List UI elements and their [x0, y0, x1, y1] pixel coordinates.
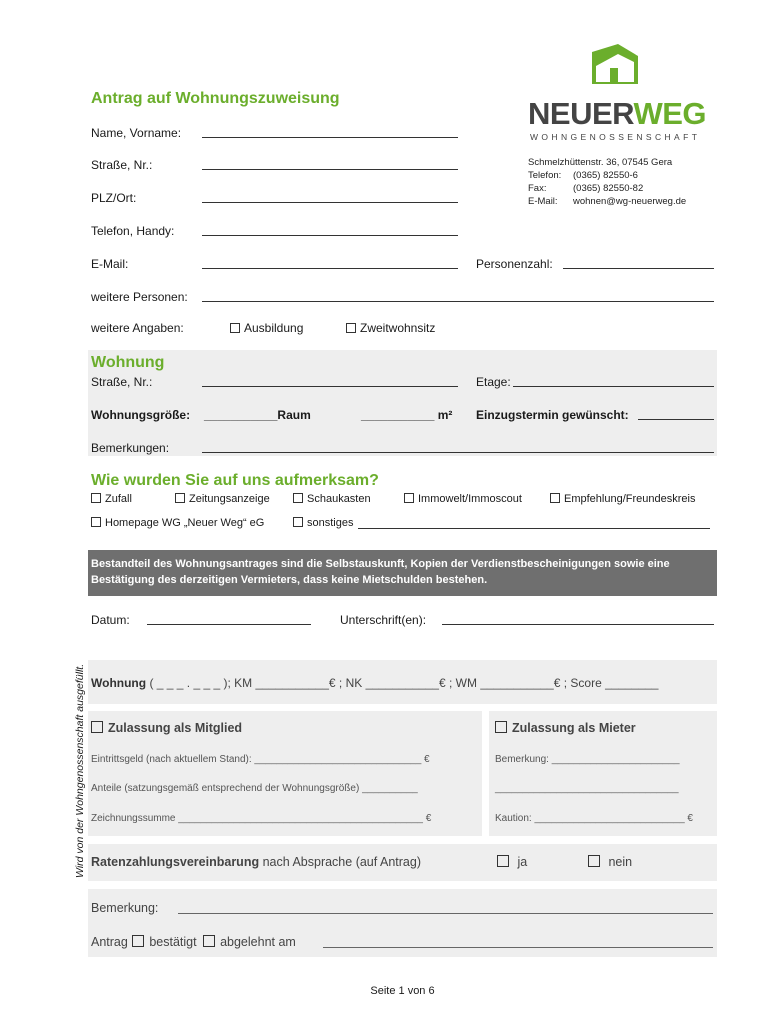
training-label: Ausbildung: [244, 321, 304, 335]
checkbox-icon[interactable]: [91, 493, 101, 503]
checkbox-icon[interactable]: [550, 493, 560, 503]
tenant-title[interactable]: [495, 721, 636, 735]
installment-desc: nach Absprache (auf Antrag): [259, 855, 422, 869]
installment-yes[interactable]: [497, 855, 527, 869]
remarks-label: Bemerkungen:: [91, 441, 170, 455]
installment-no[interactable]: [588, 855, 632, 869]
fax-label: Fax:: [528, 183, 547, 194]
yes-label: ja: [517, 855, 528, 869]
apt-street-label: Straße, Nr.:: [91, 375, 153, 389]
checkbox-icon[interactable]: [175, 493, 185, 503]
street-label: Straße, Nr.:: [91, 158, 153, 172]
sqm-field[interactable]: ___________ m²: [361, 408, 453, 422]
office-remark-label: Bemerkung:: [91, 901, 159, 915]
office-wohnung-label: Wohnung: [91, 676, 147, 690]
more-persons-label: weitere Personen:: [91, 290, 188, 304]
member-title-label: Zulassung als Mitglied: [108, 721, 243, 735]
logo-subtitle: WOHNGENOSSENSCHAFT: [530, 132, 701, 142]
second-home-option[interactable]: [346, 321, 435, 335]
plz-field[interactable]: [202, 202, 458, 203]
referral-title: Wie wurden Sie auf uns aufmerksam?: [91, 472, 379, 489]
ref-opt-showcase[interactable]: [293, 493, 371, 505]
ref-opt-label: Zufall: [105, 493, 132, 505]
signature-label: Unterschrift(en):: [340, 613, 427, 627]
rejected-checkbox-icon[interactable]: [203, 935, 215, 947]
apartment-title: Wohnung: [91, 354, 165, 371]
email-value: wohnen@wg-neuerweg.de: [573, 196, 687, 207]
member-title[interactable]: [91, 721, 242, 735]
checkbox-icon[interactable]: [293, 517, 303, 527]
subscription-field[interactable]: Zeichnungssumme ____________________________________________ €: [91, 813, 432, 824]
plz-label: PLZ/Ort:: [91, 191, 137, 205]
request-label: Antrag: [91, 935, 128, 949]
email-label: E-Mail:: [528, 196, 558, 207]
date-label: Datum:: [91, 613, 130, 627]
checkbox-icon[interactable]: [91, 517, 101, 527]
office-remark-field[interactable]: [178, 913, 713, 914]
logo-word-weg: WEG: [633, 96, 707, 131]
deposit-field[interactable]: Kaution: ___________________________ €: [495, 813, 693, 824]
checkbox-icon[interactable]: [497, 855, 509, 867]
notice-text: Bestandteil des Wohnungsantrages sind die Selbstauskunft, Kopien der Verdienstbescheinigungen sowie eine Bestätigung des derzeitigen Vermieters, dass keine Mietschulden bestehen.: [91, 558, 670, 586]
ref-opt-label: Homepage WG „Neuer Weg“ eG: [105, 517, 265, 529]
page-number: Seite 1 von 6: [370, 985, 435, 997]
company-logo: [528, 40, 708, 145]
remarks-field[interactable]: [202, 452, 714, 453]
email-field-label: E-Mail:: [91, 257, 129, 271]
tenant-title-label: Zulassung als Mieter: [512, 721, 636, 735]
no-label: nein: [608, 855, 633, 869]
checkbox-icon[interactable]: [91, 721, 103, 733]
confirmed-checkbox-icon[interactable]: [132, 935, 144, 947]
floor-label: Etage:: [476, 375, 511, 389]
house-logo-icon: [590, 42, 642, 88]
ref-opt-label: Zeitungsanzeige: [189, 493, 270, 505]
move-in-field[interactable]: [638, 419, 714, 420]
training-option[interactable]: [230, 321, 303, 335]
ref-opt-label: sonstiges: [307, 517, 354, 529]
ref-opt-chance[interactable]: [91, 493, 132, 505]
checkbox-icon[interactable]: [404, 493, 414, 503]
second-home-label: Zweitwohnsitz: [360, 321, 436, 335]
installment-text: [91, 855, 421, 869]
phone-label: Telefon:: [528, 170, 562, 181]
ref-opt-immowelt[interactable]: [404, 493, 522, 505]
apt-street-field[interactable]: [202, 386, 458, 387]
rejected-date-field[interactable]: [323, 947, 713, 948]
tenant-blank-line[interactable]: _________________________________: [495, 783, 679, 794]
ref-opt-other[interactable]: [293, 517, 353, 529]
more-persons-field[interactable]: [202, 301, 714, 302]
tenant-remark-field[interactable]: Bemerkung: _______________________: [495, 754, 680, 765]
signature-field[interactable]: [442, 624, 714, 625]
persons-label: Personenzahl:: [476, 257, 553, 271]
phone-field[interactable]: [202, 235, 458, 236]
ref-opt-newspaper[interactable]: [175, 493, 270, 505]
form-title: Antrag auf Wohnungszuweisung: [91, 90, 340, 107]
checkbox-icon[interactable]: [346, 323, 356, 333]
contact-block: [528, 156, 686, 208]
date-field[interactable]: [147, 624, 311, 625]
persons-field[interactable]: [563, 268, 714, 269]
phone-field-label: Telefon, Handy:: [91, 224, 175, 238]
ref-opt-label: Immowelt/Immoscout: [418, 493, 522, 505]
confirmed-label: bestätigt: [149, 935, 197, 949]
shares-field[interactable]: Anteile (satzungsgemäß entsprechend der Wohnungsgröße) __________: [91, 783, 418, 794]
phone-value: (0365) 82550-6: [573, 170, 638, 181]
checkbox-icon[interactable]: [293, 493, 303, 503]
checkbox-icon[interactable]: [230, 323, 240, 333]
email-field[interactable]: [202, 268, 458, 269]
office-apartment-line[interactable]: [91, 676, 658, 690]
street-field[interactable]: [202, 169, 458, 170]
checkbox-icon[interactable]: [495, 721, 507, 733]
fax-value: (0365) 82550-82: [573, 183, 644, 194]
ref-opt-label: Empfehlung/Freundeskreis: [564, 493, 696, 505]
ref-opt-homepage[interactable]: [91, 517, 264, 529]
office-wohnung-fields: ( _ _ _ . _ _ _ ); KM ___________€ ; NK ___________€ ; WM ___________€ ; Score ________: [149, 676, 659, 690]
entry-fee-field[interactable]: Eintrittsgeld (nach aktuellem Stand): ______________________________ €: [91, 754, 430, 765]
move-in-label: Einzugstermin gewünscht:: [476, 408, 629, 422]
name-field[interactable]: [202, 137, 458, 138]
ref-other-field[interactable]: [358, 528, 710, 529]
checkbox-icon[interactable]: [588, 855, 600, 867]
rooms-field[interactable]: ___________Raum: [204, 408, 311, 422]
floor-field[interactable]: [513, 386, 714, 387]
apartment-section: [88, 350, 717, 456]
ref-opt-recommendation[interactable]: [550, 493, 695, 505]
logo-word-neuer: NEUER: [528, 96, 634, 131]
contact-address: Schmelzhüttenstr. 36, 07545 Gera: [528, 157, 673, 168]
installment-label: Ratenzahlungsvereinbarung: [91, 855, 260, 869]
more-info-label: weitere Angaben:: [91, 321, 184, 335]
rejected-label: abgelehnt am: [220, 935, 296, 949]
size-label: Wohnungsgröße:: [91, 408, 191, 422]
name-label: Name, Vorname:: [91, 126, 182, 140]
office-side-note: Wird von der Wohngenossenschaft ausgefüllt.: [74, 663, 86, 878]
decision-line: [91, 935, 296, 949]
ref-opt-label: Schaukasten: [307, 493, 371, 505]
